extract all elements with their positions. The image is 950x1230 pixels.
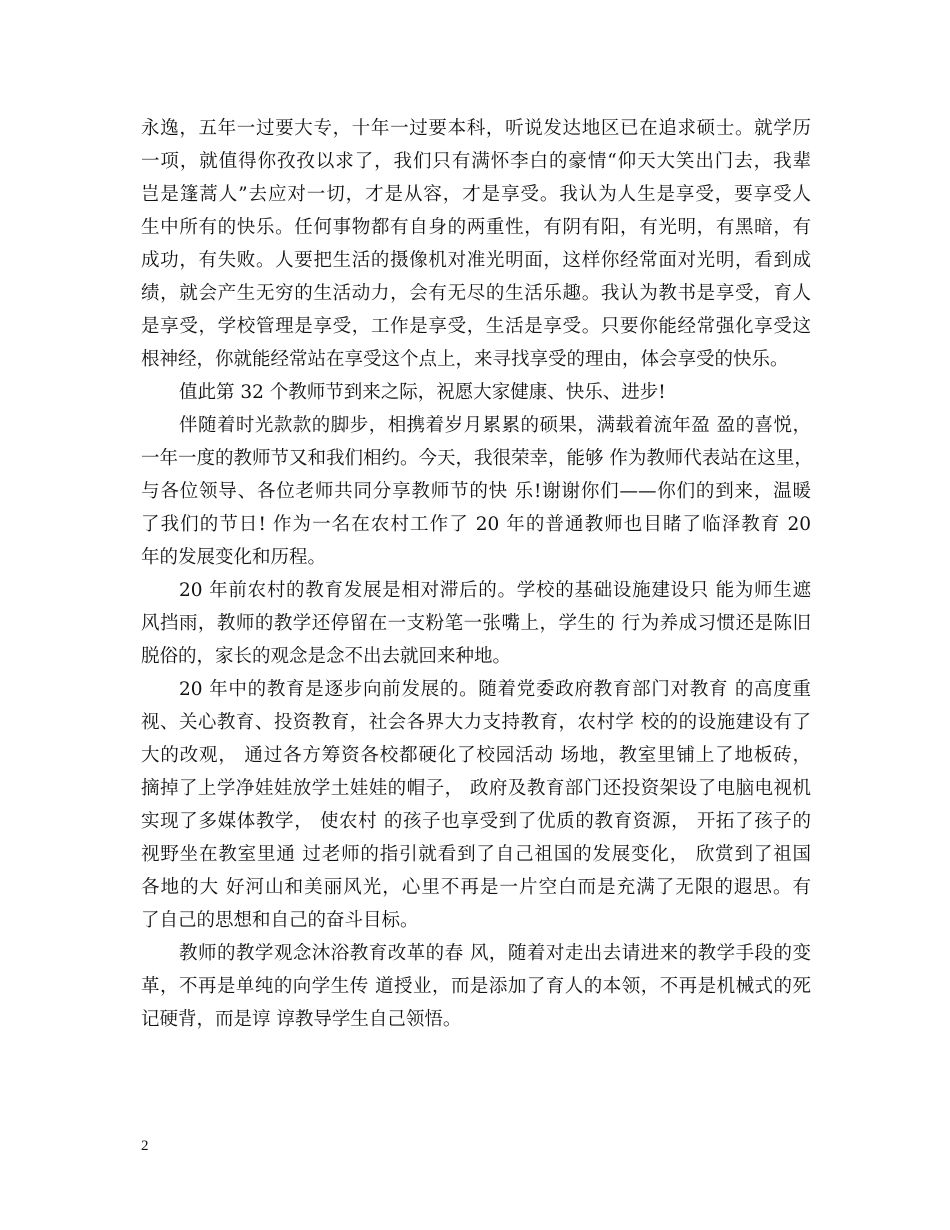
- body-text: [141, 112, 811, 1036]
- text-line: 各地的大 好河山和美丽风光，心里不再是一片空白而是充满了无限的遐思。有: [141, 877, 811, 898]
- text-line: 一年一度的教师节又和我们相约。今天，我很荣幸，能够 作为教师代表站在这里，: [141, 448, 813, 469]
- text-line: 实现了多媒体教学， 使农村 的孩子也享受到了优质的教育资源， 开拓了孩子的: [141, 811, 811, 832]
- text-line: 成功，有失败。人要把生活的摄像机对准光明面，这样你经常面对光明，看到成: [141, 250, 811, 271]
- text-line: 视野坐在教室里通 过老师的指引就看到了自己祖国的发展变化， 欣赏到了祖国: [141, 844, 811, 865]
- text-line: 教师的教学观念沐浴教育改革的春 风，随着对走出去请进来的教学手段的变: [179, 943, 811, 964]
- text-line: 根神经，你就能经常站在享受这个点上，来寻找享受的理由，体会享受的快乐。: [141, 349, 789, 370]
- text-line: 风挡雨，教师的教学还停留在一支粉笔一张嘴上，学生的 行为养成习惯还是陈旧: [141, 613, 811, 634]
- text-line: 摘掉了上学净娃娃放学土娃娃的帽子， 政府及教育部门还投资架设了电脑电视机: [141, 778, 811, 799]
- text-line: 革，不再是单纯的向学生传 道授业，而是添加了育人的本领，不再是机械式的死: [141, 976, 811, 997]
- text-line: 20 年前农村的教育发展是相对滞后的。学校的基础设施建设只 能为师生遮: [179, 580, 811, 601]
- text-line: 是享受，学校管理是享受，工作是享受，生活是享受。只要你能经常强化享受这: [141, 316, 811, 337]
- text-line: 岂是篷蒿人”去应对一切，才是从容，才是享受。我认为人生是享受，要享受人: [141, 184, 811, 205]
- text-line: 了自己的思想和自己的奋斗目标。: [141, 910, 419, 931]
- text-line: 绩，就会产生无穷的生活动力，会有无尽的生活乐趣。我认为教书是享受，育人: [141, 283, 811, 304]
- text-line: 了我们的节日! 作为一名在农村工作了 20 年的普通教师也目睹了临泽教育 20: [141, 514, 811, 535]
- text-line: 与各位领导、各位老师共同分享教师节的快 乐!谢谢你们——你们的到来，温暖: [141, 481, 811, 502]
- text-line: 伴随着时光款款的脚步，相携着岁月累累的硕果，满载着流年盈 盈的喜悦，: [179, 415, 811, 436]
- text-line: 脱俗的，家长的观念是念不出去就回来种地。: [141, 646, 512, 667]
- text-line: 视、关心教育、投资教育，社会各界大力支持教育，农村学 校的的设施建设有了: [141, 712, 811, 733]
- text-line: 永逸，五年一过要大专，十年一过要本科，听说发达地区已在追求硕士。就学历: [141, 118, 811, 139]
- page-number: 2: [141, 1138, 149, 1154]
- text-line: 一项，就值得你孜孜以求了，我们只有满怀李白的豪情“仰天大笑出门去，我辈: [141, 151, 811, 172]
- text-line: 生中所有的快乐。任何事物都有自身的两重性，有阴有阳，有光明，有黑暗，有: [141, 217, 811, 238]
- text-line: 20 年中的教育是逐步向前发展的。随着党委政府教育部门对教育 的高度重: [179, 679, 811, 700]
- text-line: 记硬背，而是谆 谆教导学生自己领悟。: [141, 1009, 462, 1030]
- text-line: 年的发展变化和历程。: [141, 547, 327, 568]
- text-line: 大的改观， 通过各方筹资各校都硬化了校园活动 场地，教室里铺上了地板砖，: [141, 745, 811, 766]
- text-line: 值此第 32 个教师节到来之际，祝愿大家健康、快乐、进步!: [179, 382, 666, 403]
